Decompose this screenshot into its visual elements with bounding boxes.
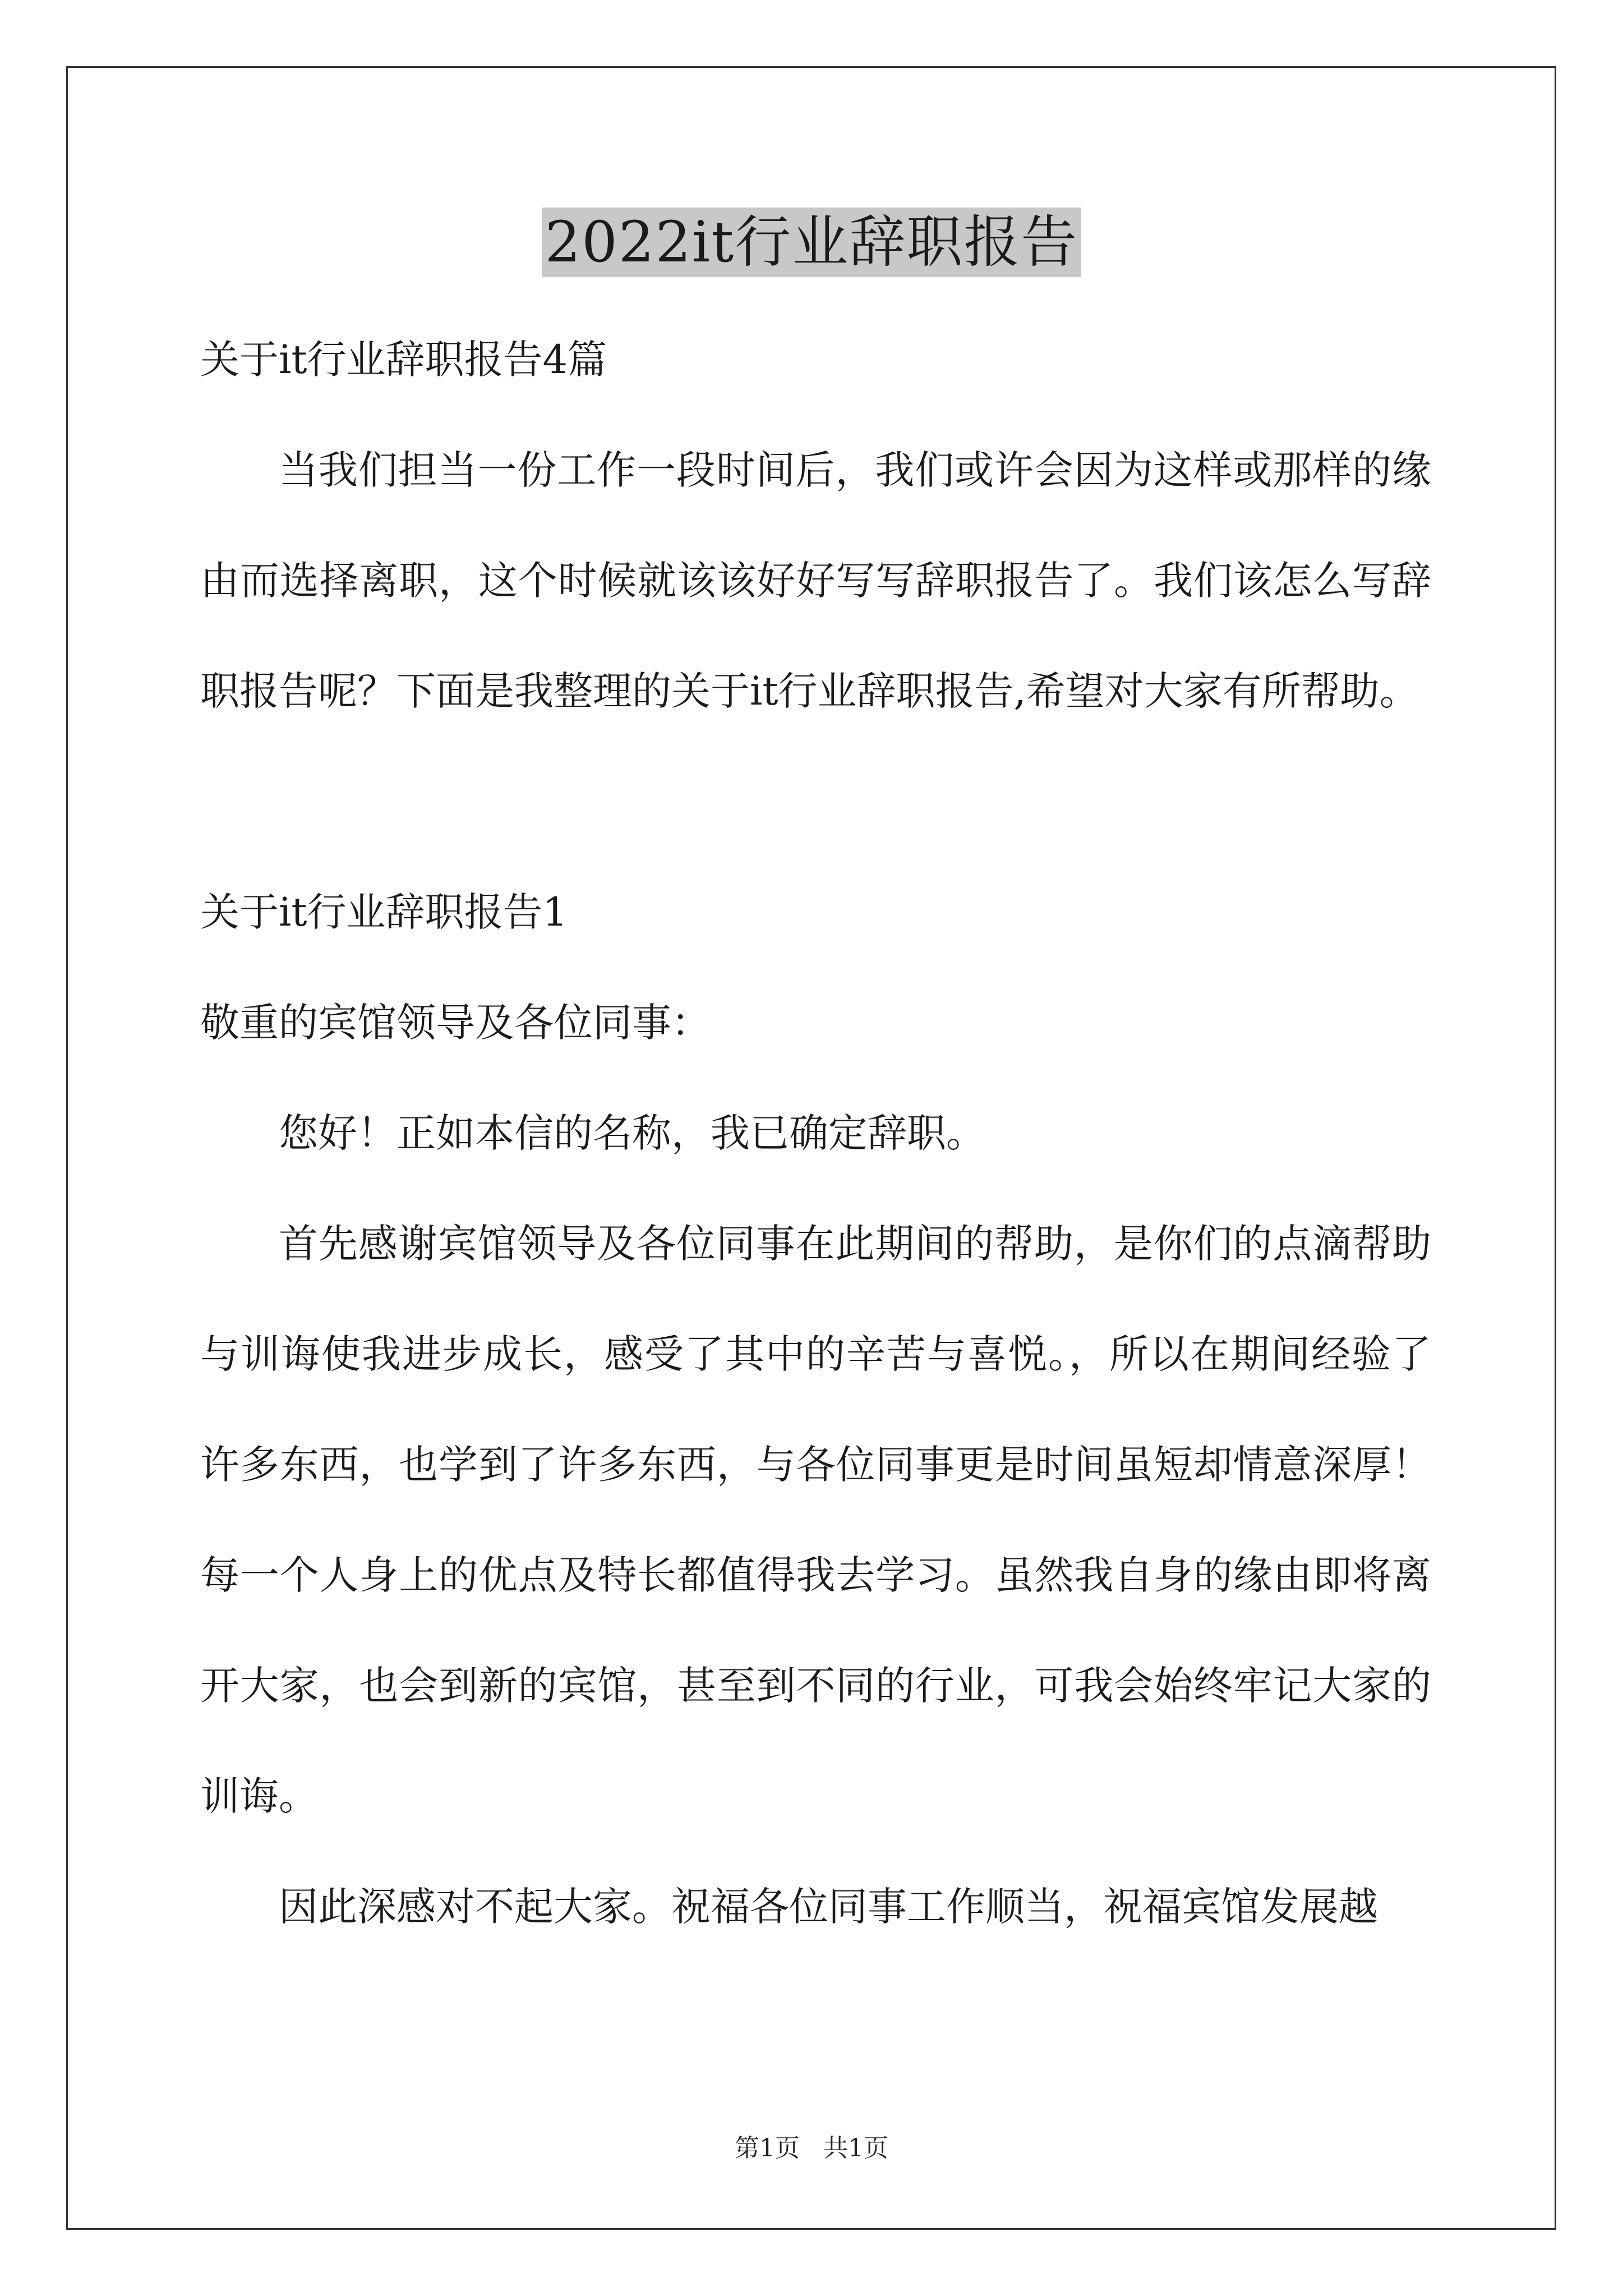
document-subtitle: 关于it行业辞职报告4篇 [200,337,607,383]
intro-paragraph: 当我们担当一份工作一段时间后，我们或许会因为这样或那样的缘由而选择离职，这个时候就该该好好写写辞职报告了。我们该怎么写辞职报告呢？下面是我整理的关于it行业辞职报告,希望对大家有所帮助。 [200,447,1431,714]
body-paragraph: 您好！正如本信的名称，我已确定辞职。 [279,1110,985,1156]
salutation: 敬重的宾馆领导及各位同事： [200,1000,711,1046]
section-heading: 关于it行业辞职报告1 [200,889,568,935]
document-title: 2022it行业辞职报告 [542,208,1082,277]
section-spacer [200,747,1431,857]
page-footer: 第1页 共1页 [735,2134,888,2162]
document-body [200,305,1431,1962]
title-wrap [0,208,1623,277]
body-paragraph: 因此深感对不起大家。祝福各位同事工作顺当，祝福宾馆发展越 [279,1884,1378,1930]
body-paragraph: 首先感谢宾馆领导及各位同事在此期间的帮助，是你们的点滴帮助与训诲使我进步成长，感受了其中的辛苦与喜悦。，所以在期间经验了许多东西，也学到了许多东西，与各位同事更是时间虽短却情意深厚！每一个人身上的优点及特长都值得我去学习。虽然我自身的缘由即将离开大家，也会到新的宾馆，甚至到不同的行业，可我会始终牢记大家的训诲。 [200,1221,1431,1819]
